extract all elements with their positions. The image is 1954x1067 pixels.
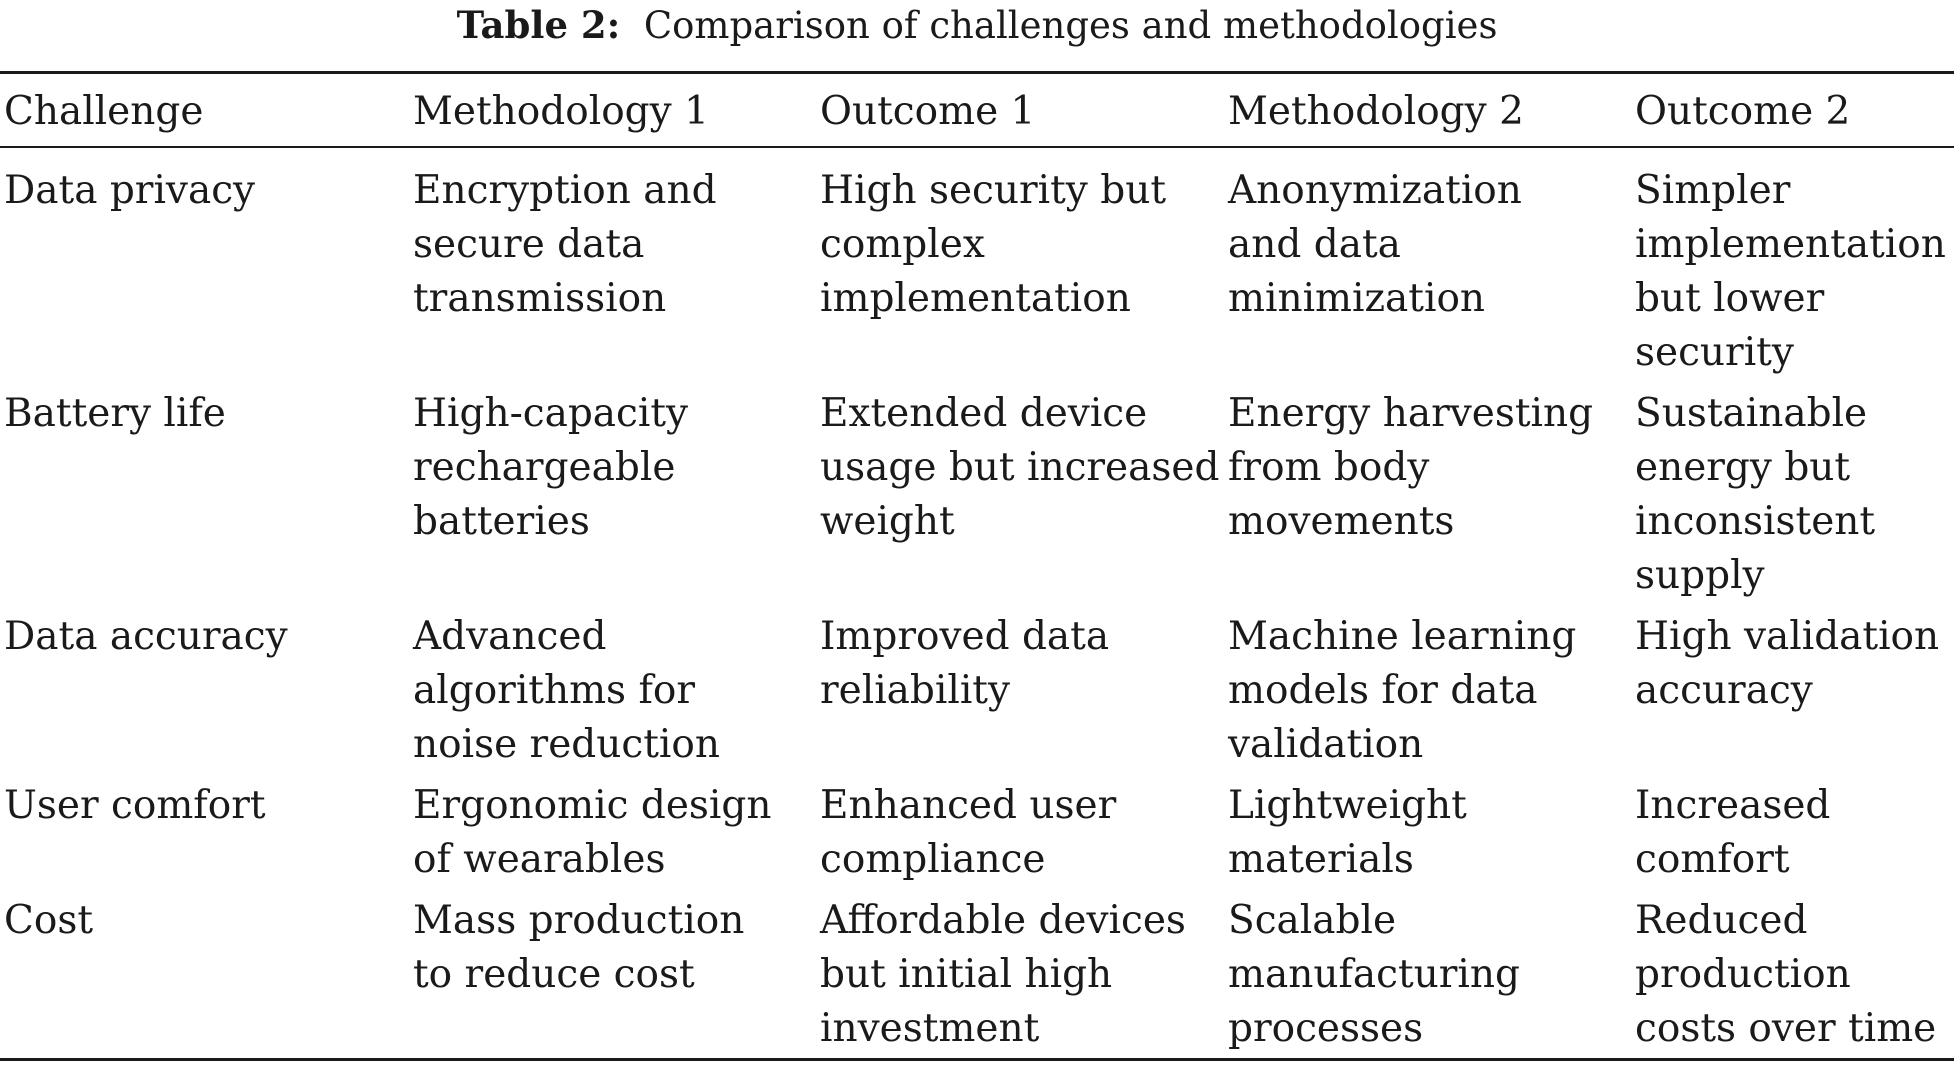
table-cell-methodology-1: Ergonomic design of wearables: [413, 783, 772, 882]
column-header-outcome-1: Outcome 1: [820, 89, 1036, 134]
table-cell-methodology-2: Scalable manufacturing processes: [1228, 898, 1520, 1051]
table-header-rule: [0, 146, 1954, 148]
table-cell-methodology-2: Lightweight materials: [1228, 783, 1467, 882]
table-cell-methodology-1: Encryption and secure data transmission: [413, 168, 717, 321]
table-cell-methodology-2: Machine learning models for data validation: [1228, 614, 1577, 767]
table-cell-methodology-2: Anonymization and data minimization: [1228, 168, 1522, 321]
table-cell-challenge: Cost: [4, 898, 94, 943]
column-header-methodology-1: Methodology 1: [413, 89, 709, 134]
table-cell-outcome-1: Affordable devices but initial high investment: [820, 898, 1186, 1051]
table-caption-label: Table 2:: [456, 3, 621, 47]
table-cell-methodology-2: Energy harvesting from body movements: [1228, 391, 1594, 544]
table-caption-text: Comparison of challenges and methodologies: [643, 4, 1498, 47]
table-cell-methodology-1: Mass production to reduce cost: [413, 898, 745, 997]
table-cell-outcome-1: Enhanced user compliance: [820, 783, 1117, 882]
table-cell-challenge: Battery life: [4, 391, 226, 436]
table-cell-methodology-1: Advanced algorithms for noise reduction: [413, 614, 720, 767]
column-header-outcome-2: Outcome 2: [1635, 89, 1851, 134]
column-header-methodology-2: Methodology 2: [1228, 89, 1524, 134]
table-caption: [0, 0, 1954, 50]
table-bottom-rule: [0, 1058, 1954, 1061]
table-cell-challenge: Data accuracy: [4, 614, 288, 659]
table-cell-methodology-1: High-capacity rechargeable batteries: [413, 391, 689, 544]
table-cell-outcome-2: Simpler implementation but lower security: [1635, 168, 1946, 375]
table-top-rule: [0, 71, 1954, 74]
table-cell-outcome-2: Increased comfort: [1635, 783, 1831, 882]
table-cell-outcome-1: Extended device usage but increased weight: [820, 391, 1220, 544]
column-header-challenge: Challenge: [4, 89, 204, 134]
table-cell-challenge: Data privacy: [4, 168, 256, 213]
table-cell-challenge: User comfort: [4, 783, 266, 828]
table-cell-outcome-1: Improved data reliability: [820, 614, 1110, 713]
table-cell-outcome-2: Sustainable energy but inconsistent supply: [1635, 391, 1876, 598]
table-cell-outcome-2: Reduced production costs over time: [1635, 898, 1937, 1051]
table-cell-outcome-2: High validation accuracy: [1635, 614, 1940, 713]
table-cell-outcome-1: High security but complex implementation: [820, 168, 1166, 321]
